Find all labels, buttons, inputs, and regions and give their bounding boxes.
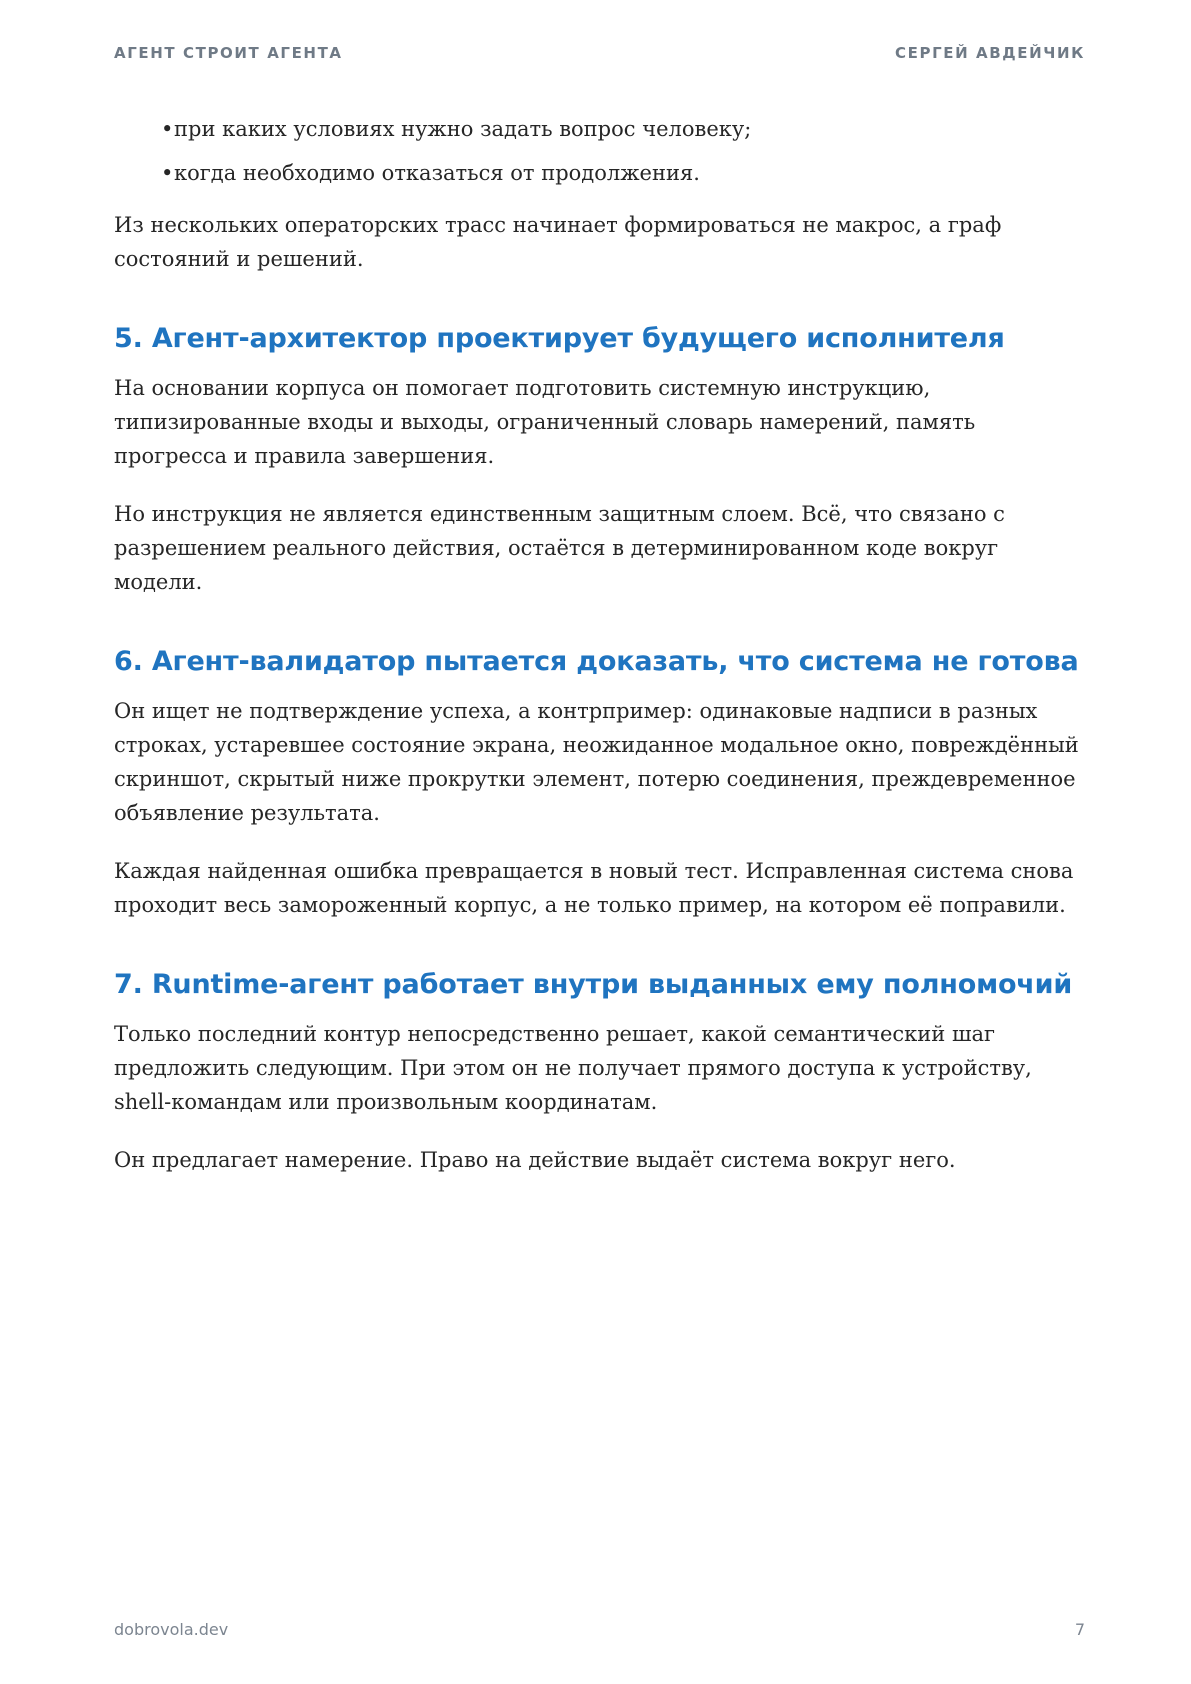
section-6-paragraph-2: Каждая найденная ошибка превращается в новый тест. Исправленная система снова проходит весь замороженный корпус, а не только пример, на котором её поправили. (114, 859, 1074, 917)
section-5-paragraph-2: Но инструкция не является единственным защитным слоем. Всё, что связано с разрешением реального действия, остаётся в детерминированном коде вокруг модели. (114, 502, 1005, 594)
footer-site-link[interactable]: dobrovola.dev (114, 1620, 229, 1639)
header-book-title: АГЕНТ СТРОИТ АГЕНТА (114, 44, 343, 62)
list-item (161, 156, 1086, 190)
intro-paragraph: Из нескольких операторских трасс начинает формироваться не макрос, а граф состояний и решений. (114, 213, 1002, 271)
section-7-paragraph-2: Он предлагает намерение. Право на действие выдаёт система вокруг него. (114, 1148, 956, 1172)
running-header (114, 44, 1085, 62)
bullet-glyph: • (161, 161, 174, 185)
page-number: 7 (1074, 1620, 1085, 1639)
section-5-paragraph-1: На основании корпуса он помогает подготовить системную инструкцию, типизированные входы и выходы, ограниченный словарь намерений, память прогресса и правила завершения. (114, 376, 976, 468)
section-6-paragraph-1: Он ищет не подтверждение успеха, а контрпример: одинаковые надписи в разных строках, устаревшее состояние экрана, неожиданное модальное окно, повреждённый скриншот, скрытый ниже прокрутки элемент, потерю соединения, преждевременное объявление результата. (114, 699, 1079, 825)
header-author: СЕРГЕЙ АВДЕЙЧИК (895, 44, 1085, 62)
bullet-glyph: • (161, 117, 174, 141)
page-content (114, 112, 1086, 1177)
list-item (161, 112, 1086, 146)
section-7-paragraph-1: Только последний контур непосредственно решает, какой семантический шаг предложить следующим. При этом он не получает прямого доступа к устройству, shell-командам или произвольным координатам. (114, 1022, 1032, 1114)
running-footer (114, 1620, 1085, 1639)
section-heading-5: 5. Агент-архитектор проектирует будущего исполнителя (114, 323, 1005, 354)
bullet-list (161, 112, 1086, 190)
section-heading-7: 7. Runtime-агент работает внутри выданных ему полномочий (114, 969, 1073, 1000)
list-item-text: при каких условиях нужно задать вопрос человеку; (174, 117, 752, 141)
list-item-text: когда необходимо отказаться от продолжения. (174, 161, 700, 185)
section-heading-6: 6. Агент-валидатор пытается доказать, что система не готова (114, 646, 1079, 677)
